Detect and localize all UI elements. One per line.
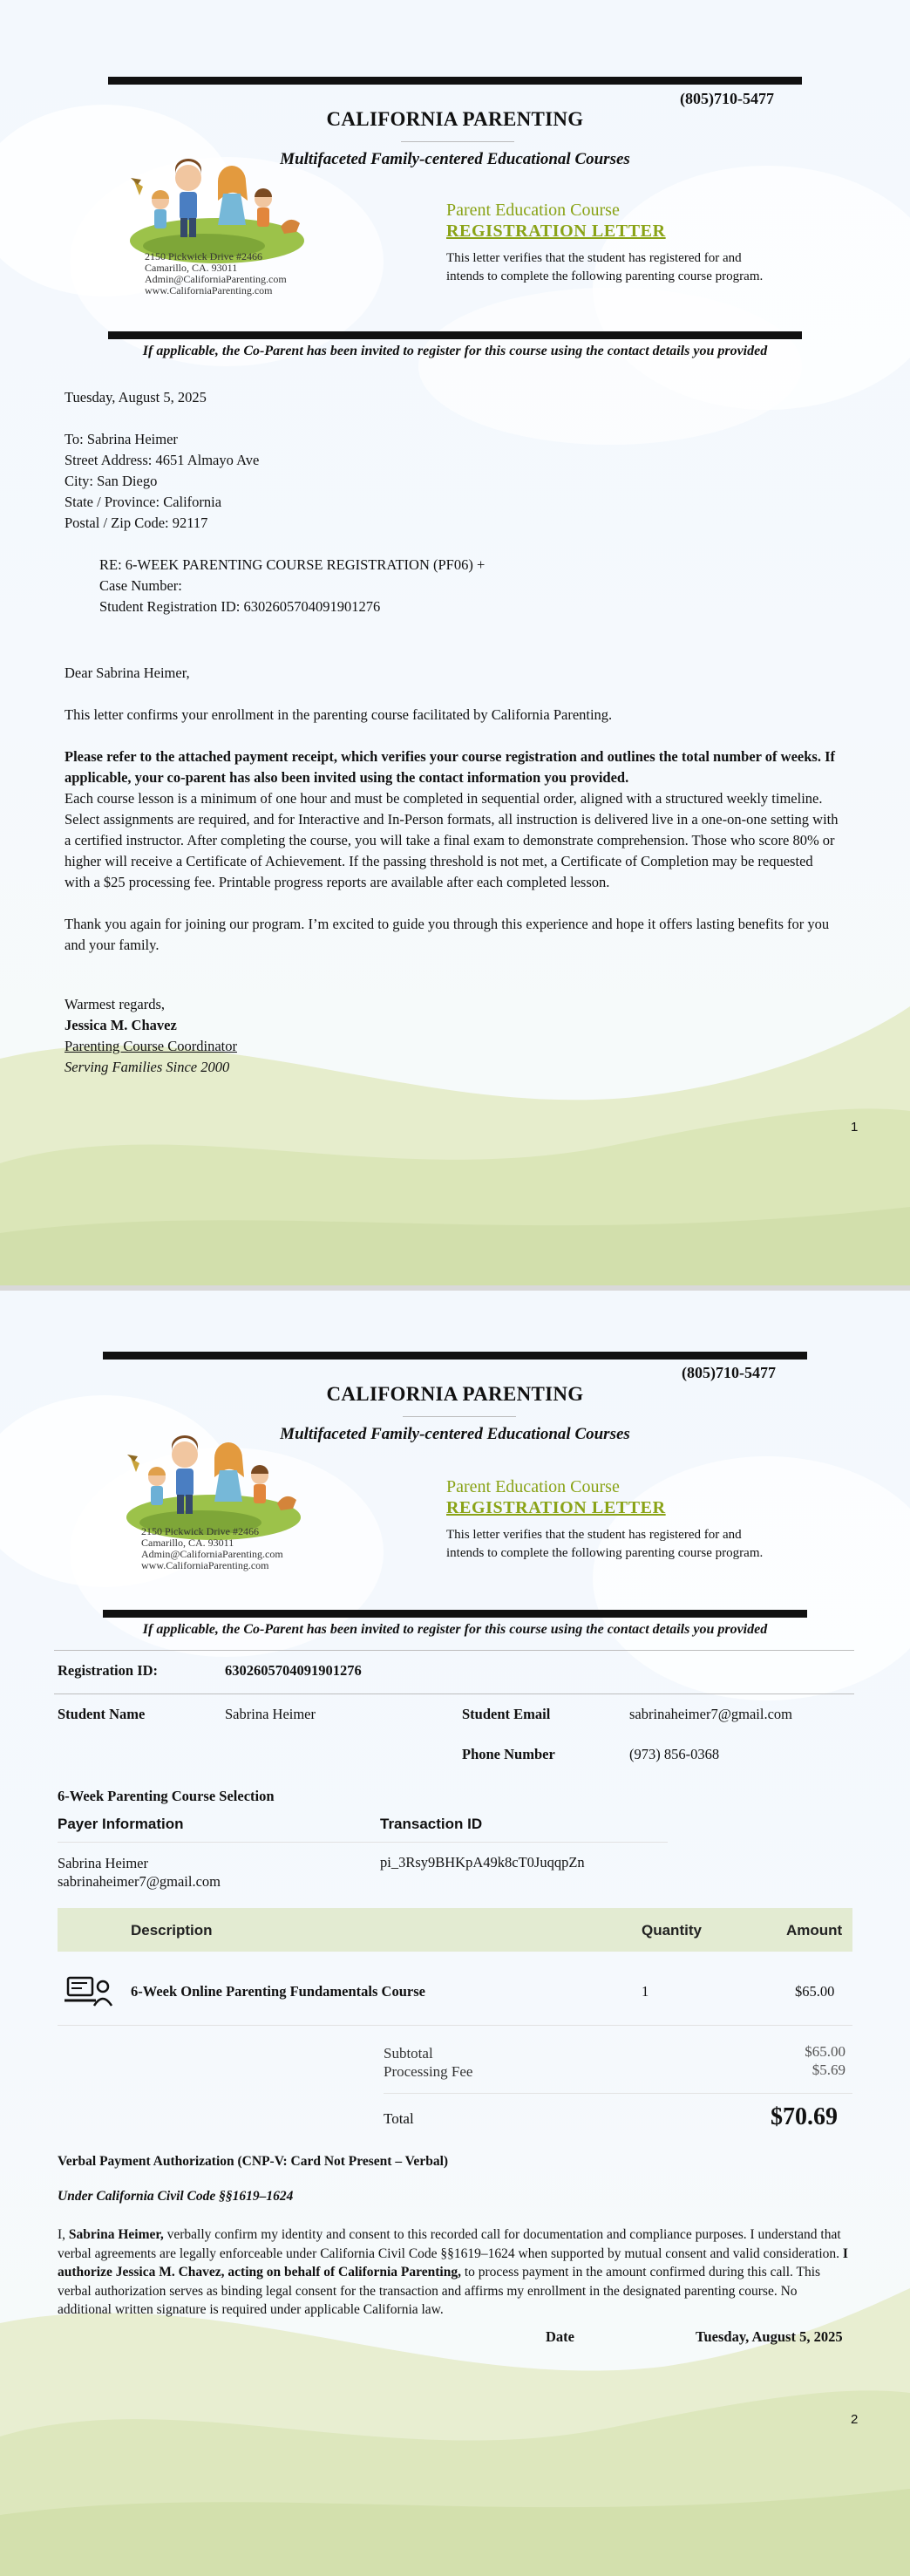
header-bottom-rule (103, 1610, 807, 1618)
brand-name: CALIFORNIA PARENTING (326, 108, 584, 130)
page-number: 1 (851, 1120, 859, 1135)
student-name-label: Student Name (58, 1706, 146, 1722)
registration-id: 6302605704091901276 (225, 1662, 362, 1679)
signer-title: Parenting Course Coordinator (65, 1038, 237, 1054)
case-number: Case Number: (99, 577, 182, 594)
brand-name: CALIFORNIA PARENTING (326, 1383, 584, 1405)
fee-value: $5.69 (812, 2061, 845, 2078)
header-phone: (805)710-5477 (682, 1364, 776, 1381)
payer-name: Sabrina Heimer (58, 1855, 149, 1871)
page-number: 2 (851, 2412, 859, 2427)
total-value: $70.69 (771, 2103, 838, 2130)
address-block (145, 251, 287, 296)
subtotal-label: Subtotal (384, 2045, 433, 2061)
student-email-label: Student Email (462, 1706, 551, 1722)
verify-text: This letter verifies that the student has registered for and intends to complete the following parenting course program. (446, 251, 764, 283)
registration-letter-title: REGISTRATION LETTER (446, 221, 666, 241)
course-title: Parent Education Course (446, 1477, 620, 1496)
co-parent-invite-note: If applicable, the Co-Parent has been invited to register for this course using the contact details you provided (142, 1622, 768, 1637)
recipient-city: City: San Diego (65, 473, 158, 489)
auth-title: Verbal Payment Authorization (CNP-V: Card Not Present – Verbal) (58, 2154, 449, 2169)
auth-subtitle: Under California Civil Code §§1619–1624 (58, 2189, 294, 2204)
item-description: 6-Week Online Parenting Fundamentals Course (131, 1983, 425, 2000)
address-line-2: Camarillo, CA. 93011 (141, 1537, 234, 1549)
address-line-3: Admin@CaliforniaParenting.com (141, 1548, 283, 1560)
recipient-state: State / Province: California (65, 494, 222, 510)
divider (384, 2093, 852, 2094)
student-name: Sabrina Heimer (225, 1706, 316, 1722)
auth-text-2: verbally confirm my identity and consent to this recorded call for documentation and compliance purposes. I understand that verbal agreements are legally enforceable under California Civil Code §§1619–1624 when supported by mutual consent and valid consideration. (58, 2227, 843, 2261)
address-block (141, 1526, 283, 1571)
col-quantity: Quantity (642, 1922, 702, 1939)
col-description: Description (131, 1922, 213, 1939)
salutation: Dear Sabrina Heimer, (65, 664, 190, 681)
address-line-4: www.CaliforniaParenting.com (145, 284, 273, 296)
signer-motto: Serving Families Since 2000 (65, 1059, 230, 1075)
address-line-1: 2150 Pickwick Drive #2466 (141, 1525, 259, 1537)
online-course-icon (65, 1973, 113, 2011)
brand-divider (403, 1416, 516, 1417)
co-parent-invite-note: If applicable, the Co-Parent has been invited to register for this course using the contact details you provided (142, 344, 768, 358)
registration-id-label: Registration ID: (58, 1662, 159, 1679)
payer-info-label: Payer Information (58, 1816, 184, 1832)
signer-name: Jessica M. Chavez (65, 1017, 177, 1033)
letter-date: Tuesday, August 5, 2025 (65, 389, 207, 405)
transaction-id-label: Transaction ID (380, 1816, 483, 1832)
closing: Warmest regards, (65, 996, 166, 1012)
auth-name: Sabrina Heimer, (68, 2227, 164, 2242)
re-line: RE: 6-WEEK PARENTING COURSE REGISTRATION (PF06) + (99, 556, 486, 573)
student-email: sabrinaheimer7@gmail.com (629, 1706, 793, 1722)
page-2 (0, 1291, 910, 2576)
re-block (99, 555, 485, 617)
page-1 (0, 0, 910, 1285)
header-top-rule (108, 77, 802, 85)
total-label: Total (384, 2110, 414, 2127)
divider (380, 1842, 668, 1843)
header-phone: (805)710-5477 (680, 90, 774, 107)
address-line-1: 2150 Pickwick Drive #2466 (145, 250, 262, 262)
address-line-4: www.CaliforniaParenting.com (141, 1559, 269, 1571)
letter-paragraph-1: This letter confirms your enrollment in the parenting course facilitated by California Parenting. (65, 706, 613, 723)
item-amount: $65.00 (795, 1983, 835, 2000)
col-amount: Amount (786, 1922, 843, 1939)
date-label: Date (546, 2328, 574, 2345)
registration-letter-title: REGISTRATION LETTER (446, 1498, 666, 1517)
address-line-3: Admin@CaliforniaParenting.com (145, 273, 287, 285)
transaction-id: pi_3Rsy9BHKpA49k8cT0JuqqpZn (380, 1854, 585, 1871)
brand-divider (401, 141, 514, 142)
recipient-name: To: Sabrina Heimer (65, 431, 178, 447)
fee-label: Processing Fee (384, 2063, 473, 2080)
course-selection-title: 6-Week Parenting Course Selection (58, 1788, 275, 1804)
address-line-2: Camarillo, CA. 93011 (145, 262, 238, 274)
tagline: Multifaceted Family-centered Educational Courses (280, 150, 630, 168)
divider (58, 1842, 406, 1843)
verify-text: This letter verifies that the student has registered for and intends to complete the following parenting course program. (446, 1528, 764, 1560)
letter-paragraph-2-bold: Please refer to the attached payment receipt, which verifies your course registration and outlines the total number of weeks. If applicable, your co-parent has also been invited using the contact information you provided. (65, 748, 835, 786)
item-quantity: 1 (642, 1983, 649, 2000)
recipient-postal: Postal / Zip Code: 92117 (65, 515, 208, 531)
header-bottom-rule (108, 331, 802, 339)
recipient-street: Street Address: 4651 Almayo Ave (65, 452, 260, 468)
phone-number: (973) 856-0368 (629, 1746, 720, 1762)
auth-text-1: I, (58, 2227, 69, 2242)
auth-text-3: to process payment in the amount confirmed during this call. This verbal authorization serves as binding legal consent for the transaction and affirms my enrollment in the designated parenting course. No additional written signature is required under applicable California law. (58, 2265, 821, 2317)
divider (54, 1650, 854, 1651)
letter-paragraph-3: Thank you again for joining our program. I’m excited to guide you through this experience and hope it offers lasting benefits for you and your family. (65, 916, 830, 953)
subtotal-values (795, 2042, 845, 2079)
tagline: Multifaceted Family-centered Educational Courses (280, 1425, 630, 1443)
letter-body (65, 663, 840, 1078)
student-registration-id: Student Registration ID: 6302605704091901276 (99, 598, 381, 615)
date-value: Tuesday, August 5, 2025 (696, 2328, 843, 2345)
letter-paragraph-2: Each course lesson is a minimum of one hour and must be completed in sequential order, aligned with a structured weekly timeline. Select assignments are required, and for Interactive and In-Person formats, all instruction is delivered live in a one-on-one setting with a certified instructor. After completing the course, you will take a final exam to demonstrate comprehension. Those who score 80% or higher will receive a Certificate of Achievement. If the passing threshold is not met, a Certificate of Completion may be requested with a $25 processing fee. Printable progress reports are available after each completed lesson. (65, 790, 839, 890)
subtotal-value: $65.00 (805, 2043, 845, 2060)
subtotal-labels (384, 2044, 472, 2081)
course-title: Parent Education Course (446, 201, 620, 220)
header-top-rule (103, 1352, 807, 1360)
divider (54, 1693, 854, 1694)
auth-statement (58, 2225, 854, 2320)
phone-label: Phone Number (462, 1746, 555, 1762)
payer-info (58, 1854, 221, 1891)
divider (58, 2025, 852, 2026)
recipient-address (65, 429, 259, 534)
auth-authorize: I authorize Jessica M. Chavez, acting on behalf of California Parenting, (58, 2245, 848, 2280)
payer-email: sabrinaheimer7@gmail.com (58, 1873, 221, 1890)
